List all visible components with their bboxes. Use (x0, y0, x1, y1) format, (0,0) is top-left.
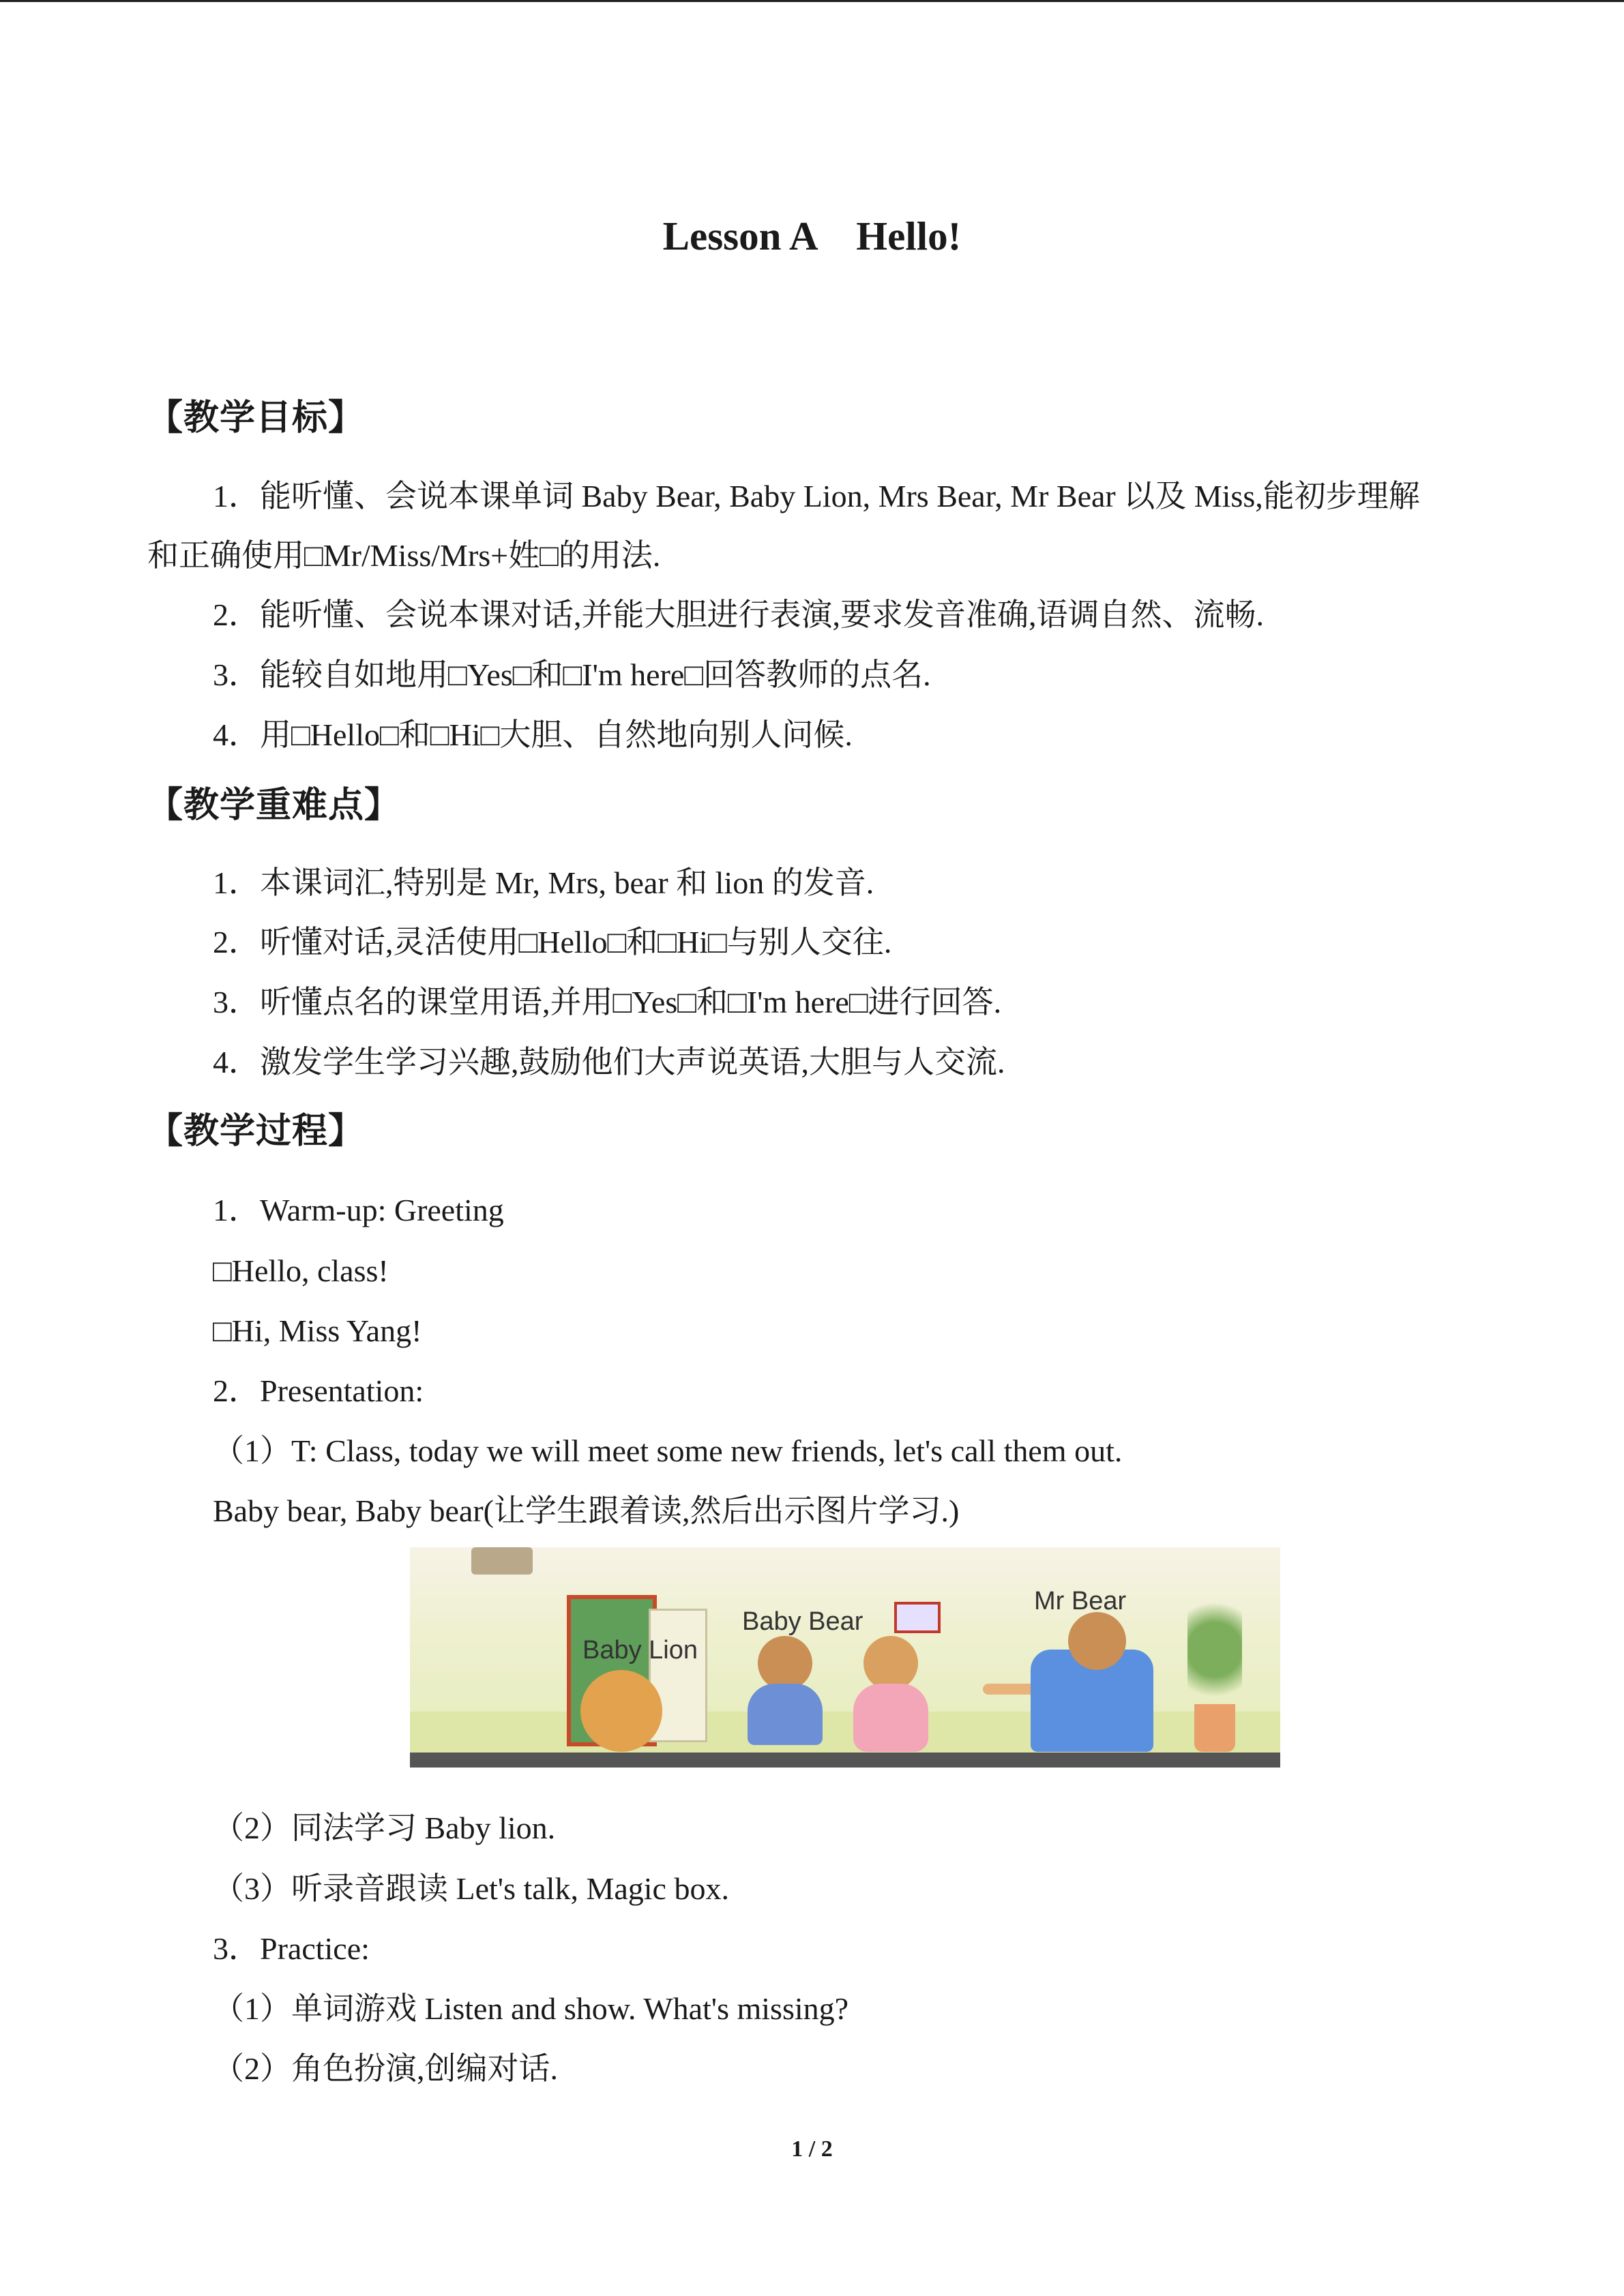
plant-pot (1194, 1704, 1235, 1752)
process-line-1: 1．Warm-up: Greeting (213, 1193, 504, 1227)
objective-line-2: 2．能听懂、会说本课对话,并能大胆进行表演,要求发音准确,语调自然、流畅. (213, 597, 1264, 632)
label-baby-bear: Baby Bear (742, 1607, 863, 1636)
process-line-8: （3）听录音跟读 Let's talk, Magic box. (213, 1871, 729, 1906)
process-line-11: （2）角色扮演,创编对话. (213, 2051, 558, 2086)
keypoint-line-1: 1．本课词汇,特别是 Mr, Mrs, bear 和 lion 的发音. (213, 865, 874, 900)
heading-objectives: 【教学目标】 (147, 398, 365, 438)
baby-bear-head (758, 1636, 812, 1690)
mrs-bear-body (853, 1684, 928, 1752)
illustration-bottom-bar (410, 1753, 1280, 1768)
process-line-5: （1）T: Class, today we will meet some new friends, let's call them out. (213, 1433, 1123, 1468)
mrs-bear-head (863, 1636, 918, 1690)
lesson-illustration (410, 1547, 1280, 1768)
mr-bear-head (1068, 1612, 1126, 1670)
process-line-3: □Hi, Miss Yang! (213, 1313, 422, 1348)
process-line-2: □Hello, class! (213, 1253, 389, 1288)
process-line-7: （2）同法学习 Baby lion. (213, 1810, 556, 1845)
picture-frame (894, 1602, 941, 1633)
objective-line-4: 4．用□Hello□和□Hi□大胆、自然地向别人问候. (213, 717, 853, 752)
label-mr-bear: Mr Bear (1034, 1587, 1127, 1615)
process-line-4: 2．Presentation: (213, 1373, 424, 1408)
objective-line-1: 1．能听懂、会说本课单词 Baby Bear, Baby Lion, Mrs Bear, Mr Bear 以及 Miss,能初步理解 (213, 479, 1420, 513)
process-line-9: 3．Practice: (213, 1931, 370, 1966)
keypoint-line-3: 3．听懂点名的课堂用语,并用□Yes□和□I'm here□进行回答. (213, 985, 1002, 1019)
objective-line-3: 3．能较自如地用□Yes□和□I'm here□回答教师的点名. (213, 657, 931, 692)
page-top-border (0, 0, 1624, 2)
magic-box-icon (471, 1547, 533, 1575)
objective-line-1-cont: 和正确使用□Mr/Miss/Mrs+姓□的用法. (147, 538, 661, 573)
heading-key-points: 【教学重难点】 (147, 785, 401, 826)
keypoint-line-2: 2．听懂对话,灵活使用□Hello□和□Hi□与别人交往. (213, 925, 892, 959)
process-line-6: Baby bear, Baby bear(让学生跟着读,然后出示图片学习.) (213, 1493, 960, 1528)
document-title: Lesson A Hello! (662, 213, 962, 258)
plant-illustration (1187, 1588, 1242, 1711)
baby-bear-body (748, 1684, 823, 1745)
label-baby-lion: Baby Lion (582, 1636, 698, 1665)
page-number: 1 / 2 (791, 2136, 833, 2162)
process-line-10: （1）单词游戏 Listen and show. What's missing? (213, 1991, 849, 2026)
keypoint-line-4: 4．激发学生学习兴趣,鼓励他们大声说英语,大胆与人交流. (213, 1045, 1005, 1079)
baby-lion-illustration (580, 1670, 662, 1752)
heading-process: 【教学过程】 (147, 1111, 365, 1152)
